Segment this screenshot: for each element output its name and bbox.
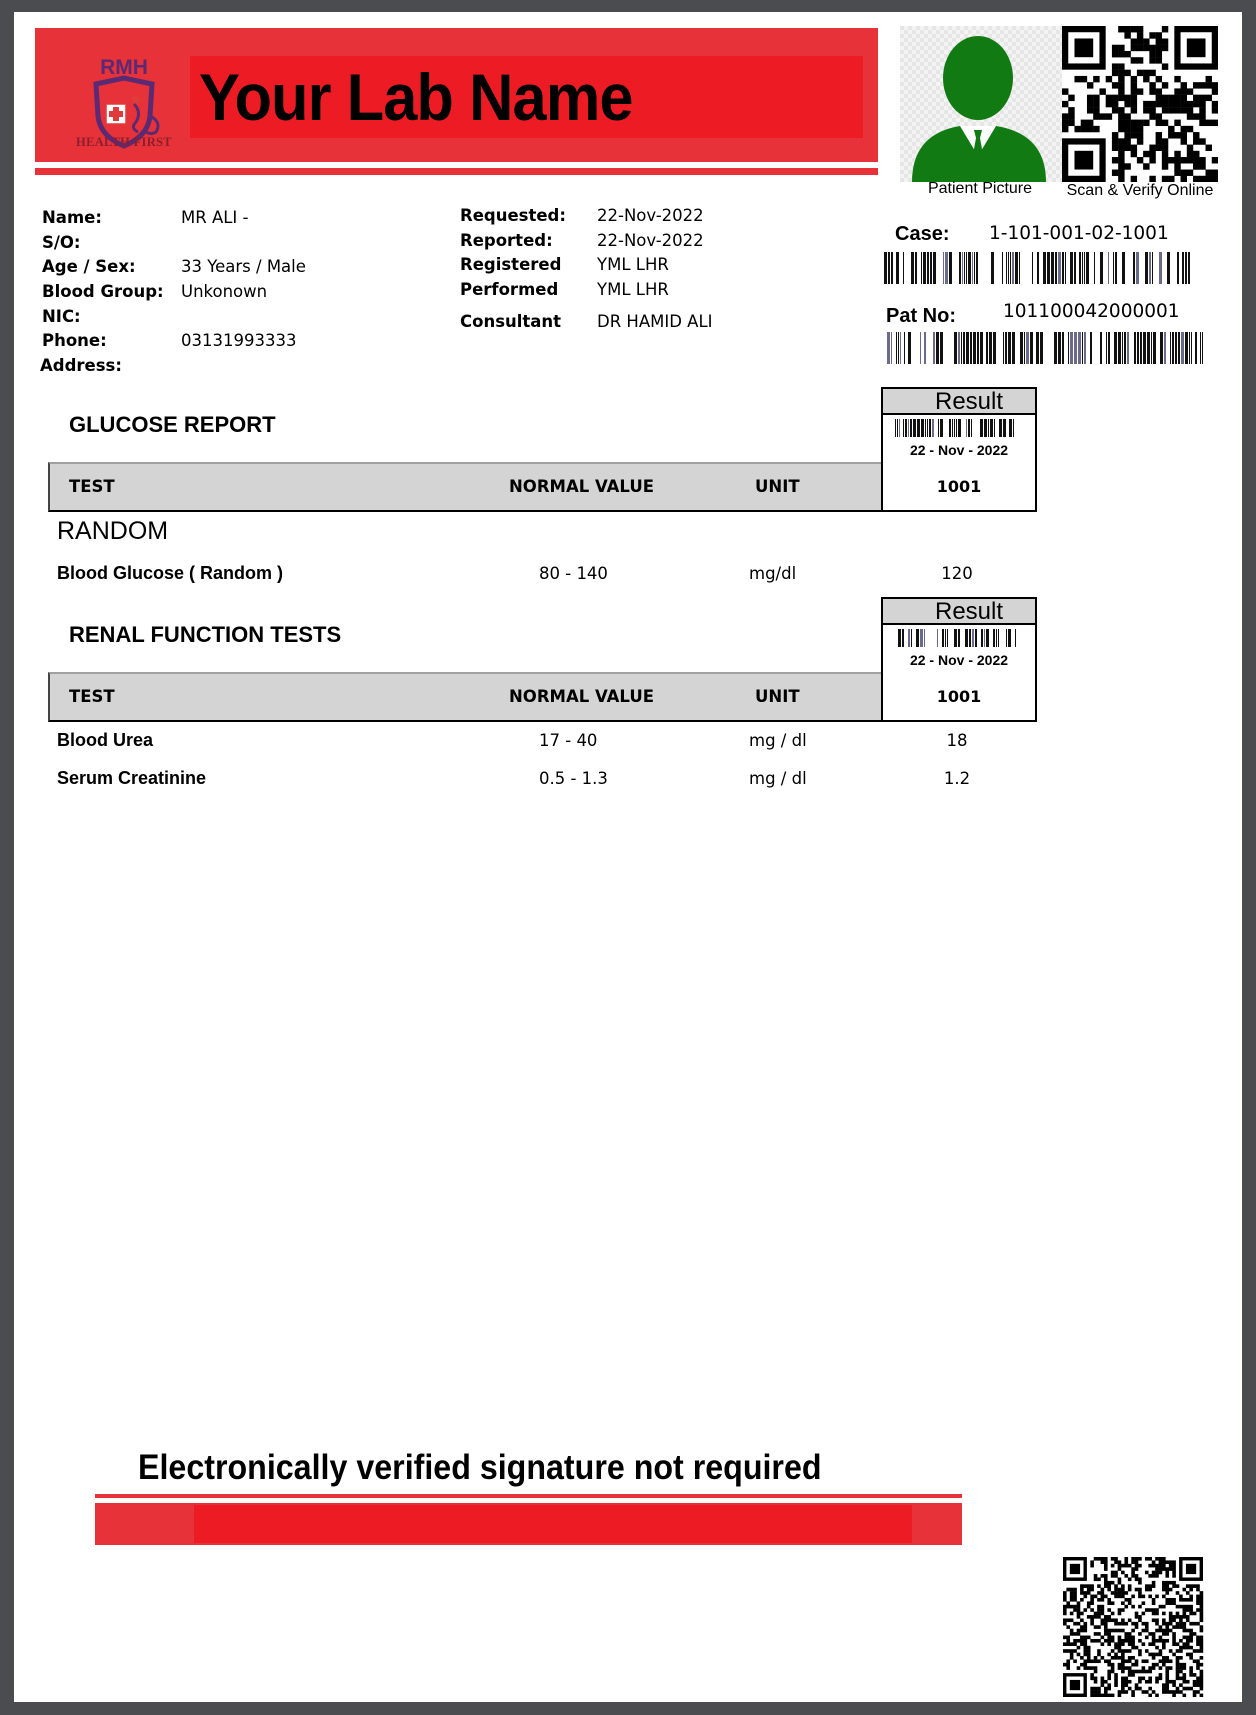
requested-label: Requested: xyxy=(460,206,566,225)
result-value: 1.2 xyxy=(943,769,971,788)
result-box-renal xyxy=(881,597,1037,722)
col-unit: UNIT xyxy=(755,477,800,496)
address-label: Address: xyxy=(40,356,122,375)
reported-label: Reported: xyxy=(460,231,553,250)
footer-rule xyxy=(95,1494,962,1498)
result-value: 120 xyxy=(941,564,973,583)
registered-label: Registered xyxy=(460,255,562,274)
subgroup-random: RANDOM xyxy=(57,517,169,545)
table-header-glucose xyxy=(48,462,884,512)
qr-code-icon[interactable] xyxy=(1063,1557,1209,1697)
registered-value: YML LHR xyxy=(597,255,669,274)
signature-note: Electronically verified signature not required xyxy=(138,1448,822,1487)
result-barcode-icon xyxy=(895,629,1017,647)
patient-avatar-icon xyxy=(900,26,1062,182)
result-barcode-icon xyxy=(895,419,1017,437)
normal-value: 0.5 - 1.3 xyxy=(539,769,608,788)
consultant-label: Consultant xyxy=(460,312,562,331)
nic-label: NIC: xyxy=(42,307,81,326)
age-sex-label: Age / Sex: xyxy=(42,257,136,276)
col-test: TEST xyxy=(69,687,115,706)
scan-verify-label: Scan & Verify Online xyxy=(1066,182,1214,199)
requested-value: 22-Nov-2022 xyxy=(597,206,704,225)
reported-value: 22-Nov-2022 xyxy=(597,231,704,250)
result-header: Result xyxy=(883,599,1035,625)
section-title-glucose: GLUCOSE REPORT xyxy=(69,412,276,437)
so-label: S/O: xyxy=(42,233,81,252)
test-name: Serum Creatinine xyxy=(57,768,207,788)
phone-label: Phone: xyxy=(42,331,107,350)
lab-report-page xyxy=(14,12,1242,1702)
result-header: Result xyxy=(883,389,1035,415)
name-value: MR ALI - xyxy=(181,208,249,227)
blood-group-label: Blood Group: xyxy=(42,282,164,301)
col-test: TEST xyxy=(69,477,115,496)
consultant-value: DR HAMID ALI xyxy=(597,312,713,331)
result-date: 22 - Nov - 2022 xyxy=(909,442,1009,458)
result-date: 22 - Nov - 2022 xyxy=(909,652,1009,668)
footer-band-inner xyxy=(194,1505,912,1543)
col-normal-value: NORMAL VALUE xyxy=(509,477,655,496)
col-normal-value: NORMAL VALUE xyxy=(509,687,655,706)
result-id: 1001 xyxy=(936,477,982,496)
case-barcode-icon xyxy=(884,252,1196,284)
logo-brand: HEALTH FIRST xyxy=(76,135,172,149)
logo-text: RMH xyxy=(100,56,148,79)
lab-name: Your Lab Name xyxy=(199,60,633,134)
unit-value: mg/dl xyxy=(749,564,797,583)
section-title-renal: RENAL FUNCTION TESTS xyxy=(69,622,342,647)
result-box-glucose xyxy=(881,387,1037,512)
unit-value: mg / dl xyxy=(749,731,807,750)
phone-value: 03131993333 xyxy=(181,331,297,350)
patno-barcode-icon xyxy=(887,332,1204,364)
col-unit: UNIT xyxy=(755,687,800,706)
table-header-renal xyxy=(48,672,884,722)
case-label: Case: xyxy=(895,223,950,245)
patient-picture-label: Patient Picture xyxy=(927,180,1033,197)
normal-value: 17 - 40 xyxy=(539,731,598,750)
patno-value: 101100042000001 xyxy=(1003,301,1180,322)
result-value: 18 xyxy=(946,731,968,750)
performed-value: YML LHR xyxy=(597,280,669,299)
qr-code-icon[interactable] xyxy=(1062,26,1218,182)
name-label: Name: xyxy=(42,208,102,227)
unit-value: mg / dl xyxy=(749,769,807,788)
performed-label: Performed xyxy=(460,280,559,299)
result-id: 1001 xyxy=(936,687,982,706)
blood-group-value: Unkonown xyxy=(181,282,268,301)
test-name: Blood Glucose ( Random ) xyxy=(57,563,284,583)
case-value: 1-101-001-02-1001 xyxy=(989,223,1169,244)
normal-value: 80 - 140 xyxy=(539,564,608,583)
patno-label: Pat No: xyxy=(886,305,956,327)
age-sex-value: 33 Years / Male xyxy=(181,257,306,276)
header-rule xyxy=(35,168,878,175)
test-name: Blood Urea xyxy=(57,730,154,750)
